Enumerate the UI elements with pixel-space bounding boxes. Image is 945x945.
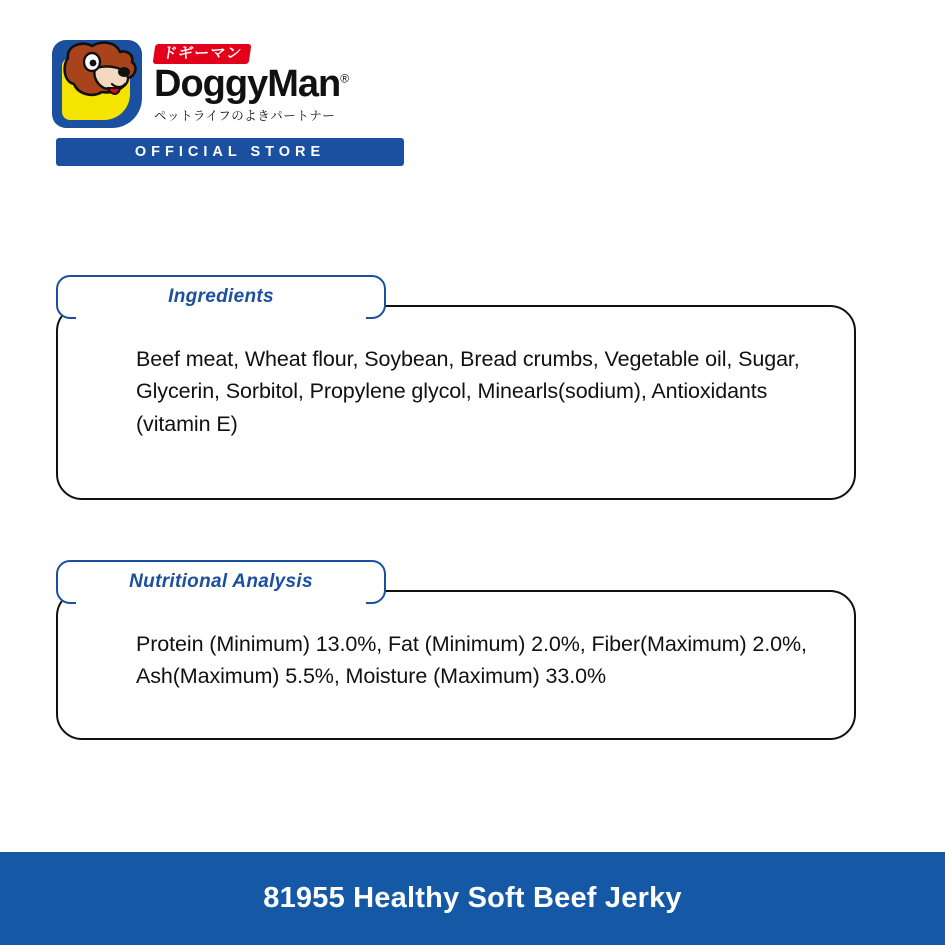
doggyman-dog-mascot-icon	[50, 36, 146, 132]
nutrition-tab	[56, 560, 386, 604]
tab-seam-mask	[76, 316, 366, 324]
brand-jp-text: ドギーマン	[153, 44, 252, 64]
ingredients-section	[56, 275, 856, 500]
product-title-footer	[0, 852, 945, 945]
brand-tagline: ペットライフのよきパートナー	[154, 109, 336, 124]
nutrition-body	[56, 590, 856, 740]
nutrition-tab-label: Nutritional Analysis	[129, 571, 313, 592]
brand-logo-row	[50, 36, 410, 132]
product-title: 81955 Healthy Soft Beef Jerky	[263, 882, 682, 914]
ingredients-tab	[56, 275, 386, 319]
nutrition-text: Protein (Minimum) 13.0%, Fat (Minimum) 2.0%, Fiber(Maximum) 2.0%, Ash(Maximum) 5.5%, Moisture (Maximum) 33.0%	[136, 632, 807, 689]
ingredients-text: Beef meat, Wheat flour, Soybean, Bread crumbs, Vegetable oil, Sugar, Glycerin, Sorbitol, Propylene glycol, Minearls(sodium), Antioxidants (vitamin E)	[136, 347, 800, 436]
brand-name	[154, 65, 348, 105]
brand-header	[50, 36, 410, 166]
registered-mark: ®	[340, 71, 349, 86]
brand-wordmark	[154, 36, 410, 124]
tab-seam-mask	[76, 601, 366, 609]
brand-name-text: DoggyMan	[154, 63, 341, 106]
official-store-banner	[56, 138, 404, 166]
official-store-label: OFFICIAL STORE	[134, 144, 326, 160]
nutrition-section	[56, 560, 856, 740]
ingredients-body	[56, 305, 856, 500]
ingredients-tab-label: Ingredients	[168, 286, 274, 307]
